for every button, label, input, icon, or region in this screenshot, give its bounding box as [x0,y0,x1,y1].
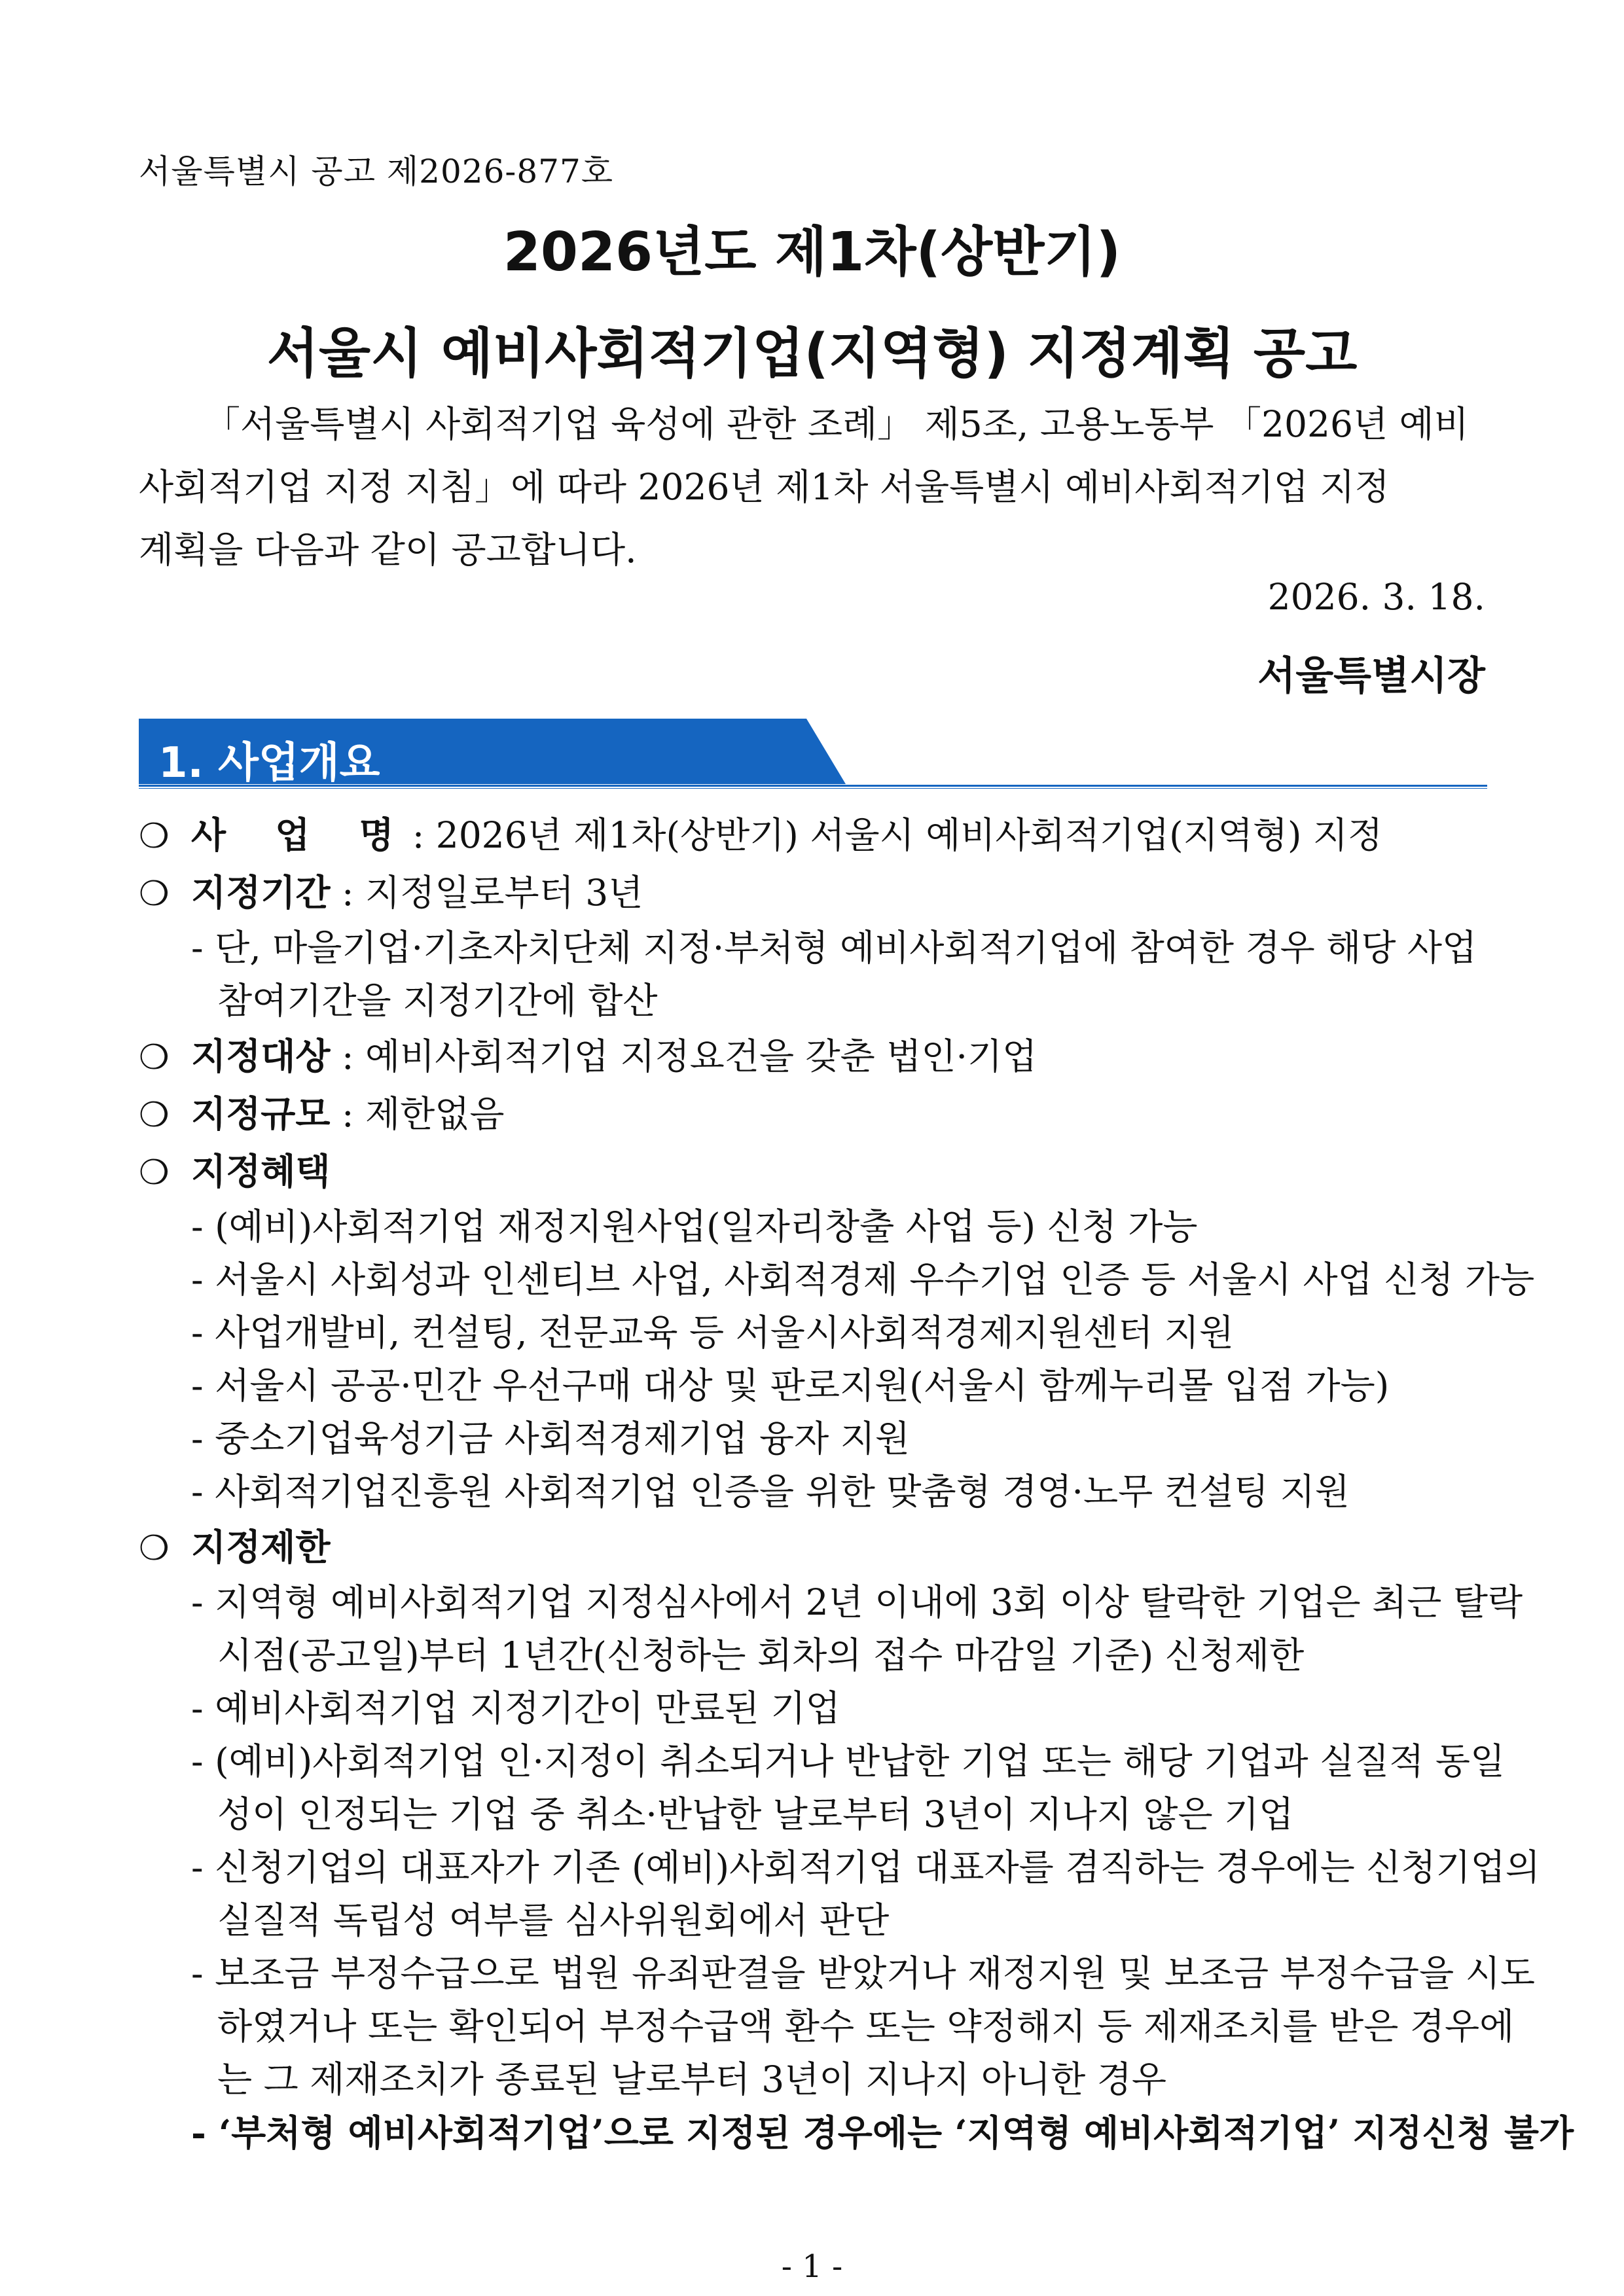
intro-line-1: 「서울특별시 사회적기업 육성에 관한 조례」 제5조, 고용노동부 「2026년 예비 [204,403,1469,445]
list-item-emphasis: - ‘부처형 예비사회적기업’으로 지정된 경우에는 ‘지역형 예비사회적기업’ 지정신청 불가 [191,2111,1574,2154]
item-label: 지정대상 [191,1035,331,1077]
item-label: 지정규모 [191,1092,331,1135]
item-label: 지정제한 [191,1526,331,1568]
bullet-icon: ❍ [139,1529,170,1568]
list-item: - 사업개발비, 컨설팅, 전문교육 등 서울시사회적경제지원센터 지원 [191,1312,1234,1354]
item-period [139,864,1487,922]
item-limits [139,1518,1487,1576]
list-item: - (예비)사회적기업 인·지정이 취소되거나 반납한 기업 또는 해당 기업과 실질적 동일 [191,1740,1506,1782]
list-item: - 지역형 예비사회적기업 지정심사에서 2년 이내에 3회 이상 탈락한 기업은 최근 탈락 [191,1581,1523,1623]
list-item: - 서울시 공공·민간 우선구매 대상 및 판로지원(서울시 함께누리몰 입점 가능) [191,1365,1390,1407]
intro-paragraph [139,393,1487,581]
section-title: 1. 사업개요 [158,739,380,787]
item-benefits [139,1143,1487,1200]
list-item: - 신청기업의 대표자가 기존 (예비)사회적기업 대표자를 겸직하는 경우에는 신청기업의 [191,1846,1540,1888]
item-label: 사 업 명 [191,814,412,856]
period-note-line-2: 참여기간을 지정기간에 합산 [217,980,658,1022]
list-item: - 서울시 사회성과 인센티브 사업, 사회적경제 우수기업 인증 등 서울시 사업 신청 가능 [191,1259,1535,1300]
signer: 서울특별시장 [1257,653,1485,699]
bullet-icon: ❍ [139,874,170,914]
bullet-icon: ❍ [139,1153,170,1193]
list-item-continuation: 실질적 독립성 여부를 심사위원회에서 판단 [217,1899,890,1941]
item-value: : 제한없음 [342,1093,505,1135]
notice-date: 2026. 3. 18. [1267,576,1485,618]
list-item: - 예비사회적기업 지정기간이 만료된 기업 [191,1687,840,1729]
item-label: 지정기간 [191,871,331,914]
item-value: : 예비사회적기업 지정요건을 갖춘 법인·기업 [342,1035,1038,1077]
item-label: 지정혜택 [191,1150,331,1193]
list-item: - 사회적기업진흥원 사회적기업 인증을 위한 맞춤형 경영·노무 컨설팅 지원 [191,1471,1350,1513]
list-item-continuation: 시점(공고일)부터 1년간(신청하는 회차의 접수 마감일 기준) 신청제한 [217,1634,1305,1676]
item-target [139,1028,1487,1085]
item-value: : 지정일로부터 3년 [342,872,643,914]
benefits-list [139,1200,1535,1518]
intro-line-2: 사회적기업 지정 지침」에 따라 2026년 제1차 서울특별시 예비사회적기업 지정 [139,466,1390,508]
section-header [139,719,1487,791]
list-item-continuation: 는 그 제재조치가 종료된 날로부터 3년이 지나지 아니한 경우 [217,2058,1166,2100]
item-business-name [139,806,1487,864]
period-note [139,922,1487,1028]
period-note-line-1: - 단, 마을기업·기초자치단체 지정·부처형 예비사회적기업에 참여한 경우 해당 사업 [191,927,1477,969]
list-item-continuation: 하였거나 또는 확인되어 부정수급액 환수 또는 약정해지 등 제재조치를 받은 경우에 [217,2005,1515,2047]
list-item: - 중소기업육성기금 사회적경제기업 융자 지원 [191,1418,910,1460]
list-item-continuation: 성이 인정되는 기업 중 취소·반납한 날로부터 3년이 지나지 않은 기업 [217,1793,1294,1835]
list-item: - 보조금 부정수급으로 법원 유죄판결을 받았거나 재정지원 및 보조금 부정수급을 시도 [191,1952,1535,1994]
title-line-1: 2026년도 제1차(상반기) [503,221,1121,283]
intro-line-3: 계획을 다음과 같이 공고합니다. [139,529,637,571]
bullet-icon: ❍ [139,1038,170,1077]
bullet-icon: ❍ [139,817,170,856]
item-value: : 2026년 제1차(상반기) 서울시 예비사회적기업(지역형) 지정 [412,814,1383,856]
title-line-2: 서울시 예비사회적기업(지역형) 지정계획 공고 [266,323,1358,385]
section-body [139,806,1574,2159]
limits-list [139,1576,1574,2159]
page-number: - 1 - [781,2248,843,2285]
list-item: - (예비)사회적기업 재정지원사업(일자리창출 사업 등) 신청 가능 [191,1206,1198,1247]
item-scale [139,1085,1487,1143]
notice-number: 서울특별시 공고 제2026-877호 [139,152,614,190]
bullet-icon: ❍ [139,1096,170,1135]
